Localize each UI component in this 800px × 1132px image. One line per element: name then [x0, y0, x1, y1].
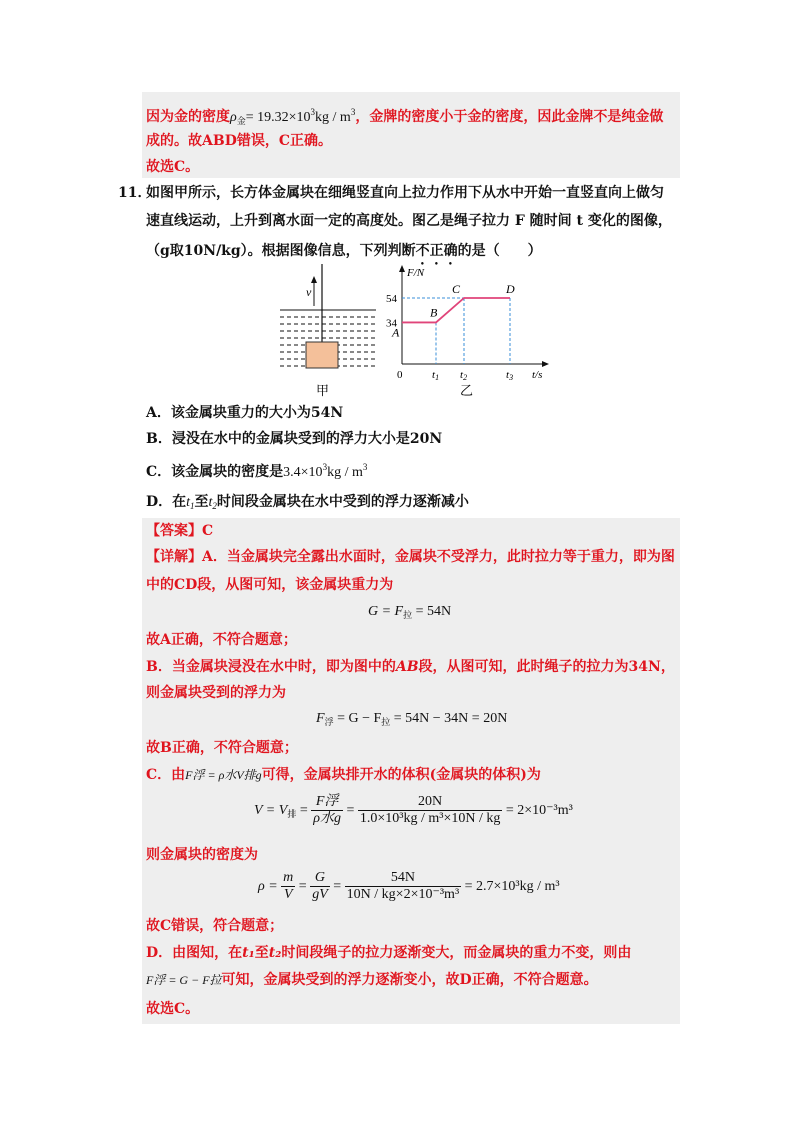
detail-b-3: 故B正确，不符合题意； — [146, 740, 298, 756]
detail-c-1: C．由F浮 = ρ水V排g可得，金属块排开水的体积(金属块的体积)为 — [146, 767, 541, 783]
y-axis-label: F/N — [407, 267, 425, 279]
frac-rho-1: $\frac{m}{V}$ — [283, 870, 294, 903]
eq-buoyancy: $F_浮 = G - F_拉 = 54N - 34N = 20N$ — [316, 711, 508, 727]
option-d[interactable]: D．在$t_1$至$t_2$时间段金属块在水中受到的浮力逐渐减小 — [146, 494, 469, 511]
option-b[interactable]: B．浸没在水中的金属块受到的浮力大小是20N — [146, 431, 443, 447]
frac-rho-2: $\frac{G}{gV}$ — [312, 870, 328, 903]
question-number: 11． — [118, 185, 152, 201]
eq-density: ρ = $\frac{m}{V}$ = $\frac{G}{gV}$ = $\frac{54N}{\text{10N / kg×2×10⁻³m³}}$ = 2.7×10³kg / m³ — [258, 870, 560, 903]
detail-d-1: D．由图知，在t₁至t₂时间段绳子的拉力逐渐变大，而金属块的重力不变，则由 — [146, 945, 632, 961]
detail-a-2: 中的CD段，从图可知，该金属块重力为 — [146, 577, 394, 593]
point-label-C: C — [452, 282, 461, 296]
x-tick-label-1: t2 — [460, 369, 468, 382]
eq-volume: $V = V_排$ = $\frac{\text{F浮}}{\text{ρ水g}}$ = $\frac{20N}{\text{1.0×10³kg / m³×10N / kg}}$ = 2×10⁻³m³ — [254, 794, 573, 827]
frac-rho-3: $\frac{54N}{\text{10N / kg×2×10⁻³m³}}$ — [346, 870, 460, 903]
y-axis-arrow — [399, 265, 405, 272]
question-line-2: 速直线运动，上升到离水面一定的高度处。图乙是绳子拉力 F 随时间 t 变化的图像， — [146, 213, 672, 229]
velocity-label: v — [306, 285, 312, 299]
force-line — [402, 298, 510, 322]
detail-b-2: 则金属块受到的浮力为 — [146, 685, 286, 701]
velocity-arrowhead — [311, 276, 317, 283]
figure-jia-caption: 甲 — [316, 383, 330, 398]
y-tick-label-0: 34 — [386, 317, 397, 330]
option-a[interactable]: A．该金属块重力的大小为54N — [146, 405, 344, 421]
figure-yi-graph — [386, 262, 556, 402]
x-axis-label: t/s — [532, 369, 543, 381]
detail-c-3: 故C错误，符合题意； — [146, 918, 284, 934]
y-tick-label-1: 54 — [386, 293, 397, 305]
frac-v-1: $\frac{\text{F浮}}{\text{ρ水g}}$ — [313, 794, 341, 827]
prev-line-3: 故选C。 — [146, 159, 200, 175]
final-answer: 故选C。 — [146, 1001, 200, 1017]
detail-a-3: 故A正确，不符合题意； — [146, 632, 297, 648]
origin-label: 0 — [397, 369, 403, 381]
x-tick-label-0: t1 — [432, 369, 440, 382]
x-tick-label-2: t3 — [506, 369, 514, 382]
metal-block — [306, 342, 338, 368]
figure-jia — [276, 262, 386, 402]
detail-d-2: F浮 = G − F拉可知，金属块受到的浮力逐渐变小，故D正确，不符合题意。 — [146, 972, 598, 988]
point-label-A: A — [392, 325, 400, 340]
prev-line-2: 成的。故ABD错误，C正确。 — [146, 133, 332, 149]
figure-yi-caption: 乙 — [460, 383, 474, 398]
eq-gravity: $G = F_拉 = 54N$ — [368, 604, 452, 620]
option-c[interactable]: C．该金属块的密度是$3.4\times 10^3kg / m^3$ — [146, 462, 368, 480]
x-axis-arrow — [542, 361, 549, 367]
prev-line-1: 因为金的密度$\rho_金= 19.32\times 10^3kg / m^3$，金牌的密度小于金的密度，因此金牌不是纯金做 — [146, 107, 664, 126]
detail-c-2: 则金属块的密度为 — [146, 847, 258, 863]
point-label-B: B — [430, 305, 438, 320]
answer-line: 【答案】C — [146, 523, 214, 539]
detail-a-1: 【详解】A．当金属块完全露出水面时，金属块不受浮力，此时拉力等于重力，即为图 — [146, 549, 675, 565]
point-label-D: D — [506, 282, 515, 296]
question-line-1: 如图甲所示，长方体金属块在细绳竖直向上拉力作用下从水中开始一直竖直向上做匀 — [146, 185, 664, 201]
detail-b-1: B．当金属块浸没在水中时，即为图中的AB段，从图可知，此时绳子的拉力为34N， — [146, 659, 675, 675]
question-line-3: （g取10N/kg）。根据图像信息，下列判断不正确的是（ ） — [146, 243, 542, 259]
frac-v-2: $\frac{20N}{\text{1.0×10³kg / m³×10N / kg}}$ — [359, 794, 501, 827]
